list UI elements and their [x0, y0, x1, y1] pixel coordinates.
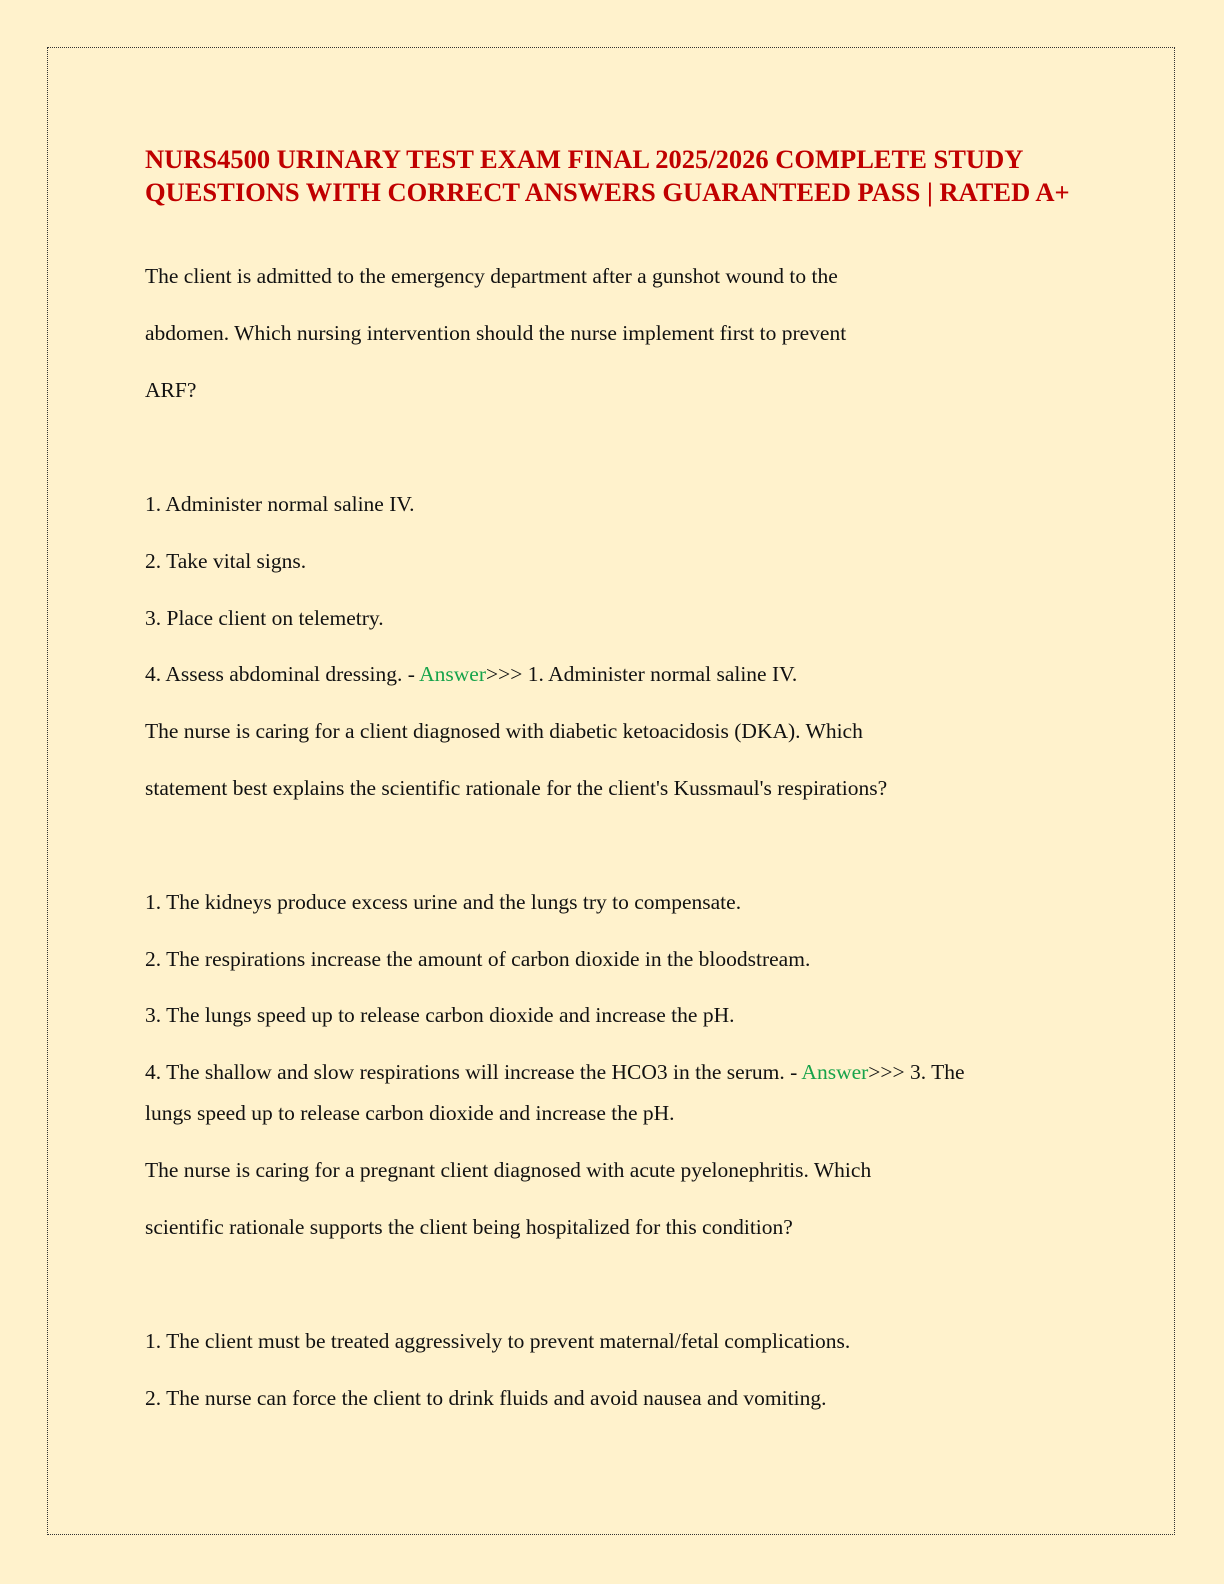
- q3-stem-line-2: scientific rationale supports the client being hospitalized for this condition?: [145, 1215, 793, 1239]
- q3-option-1: 1. The client must be treated aggressively to prevent maternal/fetal complications.: [145, 1329, 851, 1353]
- q2-option-3: 3. The lungs speed up to release carbon dioxide and increase the pH.: [145, 1003, 735, 1027]
- q1-answer-text: >>> 1. Administer normal saline IV.: [486, 662, 798, 686]
- q2-stem-line-1: The nurse is caring for a client diagnosed with diabetic ketoacidosis (DKA). Which: [145, 719, 863, 743]
- q1-option-2: 2. Take vital signs.: [145, 549, 307, 573]
- q1-option-3: 3. Place client on telemetry.: [145, 606, 384, 630]
- q2-option-2: 2. The respirations increase the amount of carbon dioxide in the bloodstream.: [145, 947, 811, 971]
- q2-option-1: 1. The kidneys produce excess urine and the lungs try to compensate.: [145, 890, 742, 914]
- q2-answer-continuation: lungs speed up to release carbon dioxide and increase the pH.: [145, 1101, 675, 1125]
- q2-answer-text: >>> 3. The: [868, 1060, 965, 1084]
- q1-stem-line-3: ARF?: [145, 378, 197, 402]
- answer-label: Answer: [801, 1060, 869, 1084]
- q2-stem-line-2: statement best explains the scientific rationale for the client's Kussmaul's respirations?: [145, 776, 888, 800]
- q3-stem-line-1: The nurse is caring for a pregnant client diagnosed with acute pyelonephritis. Which: [145, 1158, 872, 1182]
- answer-label: Answer: [419, 662, 486, 686]
- q2-option-4: 4. The shallow and slow respirations will increase the HCO3 in the serum. -: [145, 1060, 802, 1084]
- document-title: NURS4500 URINARY TEST EXAM FINAL 2025/2026 COMPLETE STUDY QUESTIONS WITH CORRECT ANSWERS GUARANTEED PASS | RATED A+: [145, 144, 1070, 207]
- q1-stem-line-1: The client is admitted to the emergency department after a gunshot wound to the: [145, 264, 838, 288]
- q1-stem-line-2: abdomen. Which nursing intervention should the nurse implement first to prevent: [145, 321, 847, 345]
- q1-option-4-with-answer: [145, 661, 797, 687]
- q2-option-4-with-answer: [145, 1059, 965, 1085]
- q3-option-2: 2. The nurse can force the client to drink fluids and avoid nausea and vomiting.: [145, 1386, 827, 1410]
- q1-option-4: 4. Assess abdominal dressing. -: [145, 662, 420, 686]
- q1-option-1: 1. Administer normal saline IV.: [145, 492, 415, 516]
